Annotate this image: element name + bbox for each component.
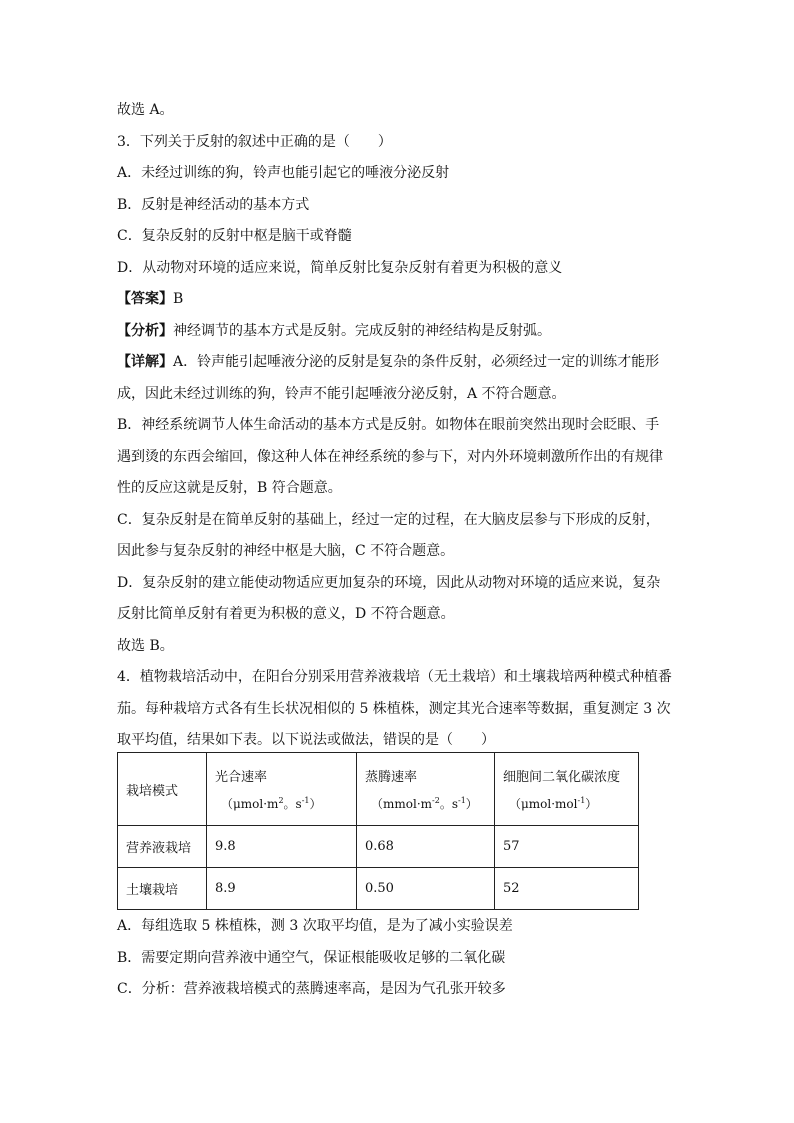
table-header-cell <box>357 753 495 826</box>
table-header-row <box>118 753 639 826</box>
table-cell: 0.68 <box>357 826 495 868</box>
option-a: A．未经过训练的狗，铃声也能引起它的唾液分泌反射 <box>117 165 450 181</box>
table-header-cell <box>207 753 357 826</box>
option-a: A．每组选取 5 株植株，测 3 次取平均值，是为了减小实验误差 <box>117 918 513 934</box>
table-cell: 土壤栽培 <box>118 868 207 910</box>
analysis-line <box>117 321 551 341</box>
answer-line <box>117 289 183 309</box>
table-cell: 0.50 <box>357 868 495 910</box>
detail-line <box>117 352 659 372</box>
analysis-tag: 【分析】 <box>117 323 173 339</box>
header-label: 光合速率 <box>215 770 268 785</box>
question-4-stem: 4．植物栽培活动中，在阳台分别采用营养液栽培（无土栽培）和土壤栽培两种模式种植番 <box>117 669 672 685</box>
text-line: 故选 B。 <box>117 638 174 654</box>
table-row <box>118 868 639 910</box>
text-line: 成，因此未经过训练的狗，铃声不能引起唾液分泌反射，A 不符合题意。 <box>117 386 566 402</box>
question-4-stem: 茄。每种栽培方式各有生长状况相似的 5 株植株，测定其光合速率等数据，重复测定 3 次 <box>117 701 671 717</box>
text-line: D．复杂反射的建立能使动物适应更加复杂的环境，因此从动物对环境的适应来说，复杂 <box>117 575 661 591</box>
detail-tag: 【详解】 <box>117 354 173 370</box>
header-label: 细胞间二氧化碳浓度 <box>503 770 621 785</box>
option-c: C．复杂反射的反射中枢是脑干或脊髓 <box>117 228 352 244</box>
option-b: B．需要定期向营养液中通空气，保证根能吸收足够的二氧化碳 <box>117 950 506 966</box>
text-line: B．神经系统调节人体生命活动的基本方式是反射。如物体在眼前突然出现时会眨眼、手 <box>117 417 660 433</box>
detail-text: A．铃声能引起唾液分泌的反射是复杂的条件反射，必须经过一定的训练才能形 <box>173 354 660 370</box>
answer-value: B <box>173 291 184 307</box>
data-table <box>117 752 639 910</box>
question-4-stem: 取平均值，结果如下表。以下说法或做法，错误的是（ ） <box>117 732 495 748</box>
table-cell: 57 <box>495 826 639 868</box>
table-header-cell: 栽培模式 <box>118 753 207 826</box>
text-line: C．复杂反射是在简单反射的基础上，经过一定的过程，在大脑皮层参与下形成的反射， <box>117 512 660 528</box>
table-cell: 8.9 <box>207 868 357 910</box>
table-header-cell <box>495 753 639 826</box>
question-3-stem: 3．下列关于反射的叙述中正确的是（ ） <box>117 134 392 150</box>
answer-tag: 【答案】 <box>117 291 173 307</box>
analysis-text: 神经调节的基本方式是反射。完成反射的神经结构是反射弧。 <box>173 323 551 339</box>
header-label: 蒸腾速率 <box>365 770 418 785</box>
text-line: 故选 A。 <box>117 102 174 118</box>
option-c: C．分析：营养液栽培模式的蒸腾速率高，是因为气孔张开较多 <box>117 981 506 997</box>
text-line: 遇到烫的东西会缩回，像这种人体在神经系统的参与下，对内外环境刺激所作出的有规律 <box>117 449 663 465</box>
text-line: 性的反应这就是反射，B 符合题意。 <box>117 480 342 496</box>
table-row <box>118 826 639 868</box>
option-b: B．反射是神经活动的基本方式 <box>117 197 310 213</box>
table-cell: 营养液栽培 <box>118 826 207 868</box>
table-cell: 9.8 <box>207 826 357 868</box>
table-cell: 52 <box>495 868 639 910</box>
text-line: 因此参与复杂反射的神经中枢是大脑，C 不符合题意。 <box>117 543 455 559</box>
header-unit: （μmol·mol$^{-1}$） <box>509 796 598 811</box>
header-unit: （$mmol\cdot m^{-2}$。$s^{-1}$） <box>371 796 478 811</box>
text-line: 反射比简单反射有着更为积极的意义，D 不符合题意。 <box>117 606 455 622</box>
option-d: D．从动物对环境的适应来说，简单反射比复杂反射有着更为积极的意义 <box>117 260 563 276</box>
header-unit: （$\mu mol\cdot m^2$。$s^{-1}$） <box>221 796 322 811</box>
